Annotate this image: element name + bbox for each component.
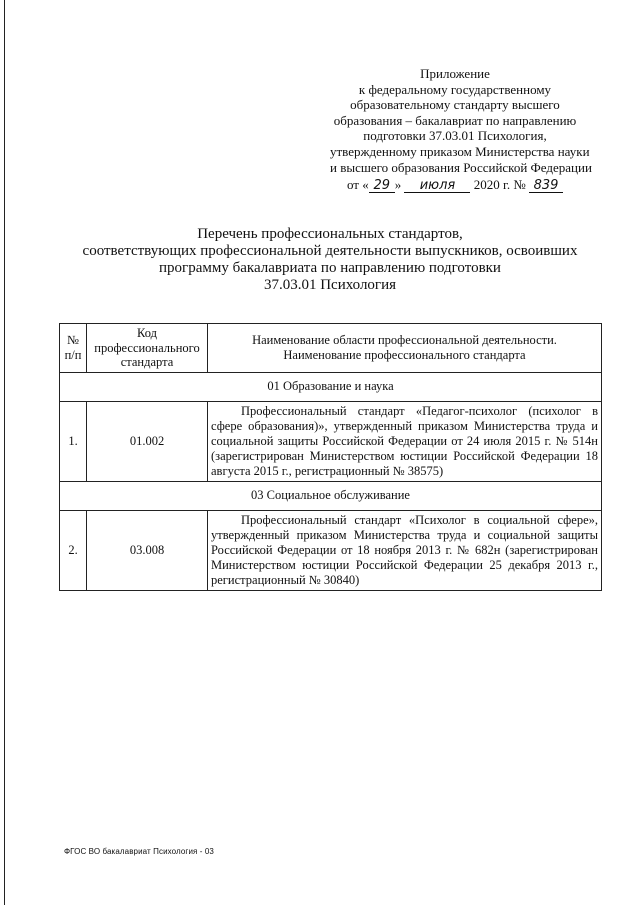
- row-code: 03.008: [87, 510, 208, 590]
- section-title: 03 Социальное обслуживание: [60, 481, 602, 510]
- appendix-line: образования – бакалавриат по направлению: [333, 112, 577, 128]
- title-line: Перечень профессиональных стандартов,: [197, 226, 463, 242]
- row-num: 1.: [60, 401, 87, 481]
- title-line: 37.03.01 Психология: [263, 277, 397, 293]
- table-row: [60, 510, 602, 590]
- appendix-line: к федеральному государственному: [358, 81, 552, 97]
- appendix-line: Приложение: [420, 66, 490, 81]
- section-row: [60, 372, 602, 401]
- date-mid: »: [394, 177, 402, 193]
- standards-table: [59, 323, 602, 591]
- footer-text: ФГОС ВО бакалавриат Психология - 03: [64, 847, 214, 856]
- title-line: соответствующих профессиональной деятельности выпускников, освоивших: [82, 243, 578, 259]
- appendix-line: подготовки 37.03.01 Психология,: [363, 128, 547, 144]
- page-edge-line: [4, 0, 5, 905]
- date-day: 29: [369, 179, 395, 193]
- header-name-line2: Наименование профессионального стандарта: [283, 347, 526, 362]
- document-title: [60, 226, 600, 294]
- appendix-line: и высшего образования Российской Федерации: [330, 159, 592, 175]
- header-name-line1: Наименование области профессиональной деятельности.: [252, 333, 557, 348]
- section-title: 01 Образование и наука: [60, 372, 602, 401]
- header-name: [208, 324, 602, 373]
- row-description: Профессиональный стандарт «Педагог-психолог (психолог в сфере образования)», утвержденный приказом Министерства труда и социальной защиты Российской Федерации от 24 июля 2015 г. № 514н (зарегистрирован Министерством юстиции Российской Федерации 18 августа 2015 г., регистрационный № 38575): [208, 401, 602, 481]
- title-line: программу бакалавриата по направлению подготовки: [159, 260, 501, 276]
- table-header-row: [60, 324, 602, 373]
- date-prefix: от «: [346, 177, 369, 193]
- appendix-block: [330, 66, 592, 194]
- row-description: Профессиональный стандарт «Психолог в социальной сфере», утвержденный приказом Министерства труда и социальной защиты Российской Федерации от 18 ноября 2013 г. № 682н (зарегистрирован Министерством юстиции Российской Федерации 25 декабря 2013 г., регистрационный № 30840): [208, 510, 602, 590]
- table-row: [60, 401, 602, 481]
- date-year: 2020 г. №: [473, 177, 526, 193]
- header-num: № п/п: [60, 324, 87, 373]
- appendix-date-line: [330, 177, 580, 193]
- header-code: Код профессионального стандарта: [87, 324, 208, 373]
- order-number: 839: [529, 179, 563, 193]
- date-month: июля: [404, 179, 470, 193]
- appendix-line: образовательному стандарту высшего: [350, 97, 560, 113]
- section-row: [60, 481, 602, 510]
- appendix-line: утвержденному приказом Министерства науки: [330, 143, 590, 159]
- row-code: 01.002: [87, 401, 208, 481]
- row-num: 2.: [60, 510, 87, 590]
